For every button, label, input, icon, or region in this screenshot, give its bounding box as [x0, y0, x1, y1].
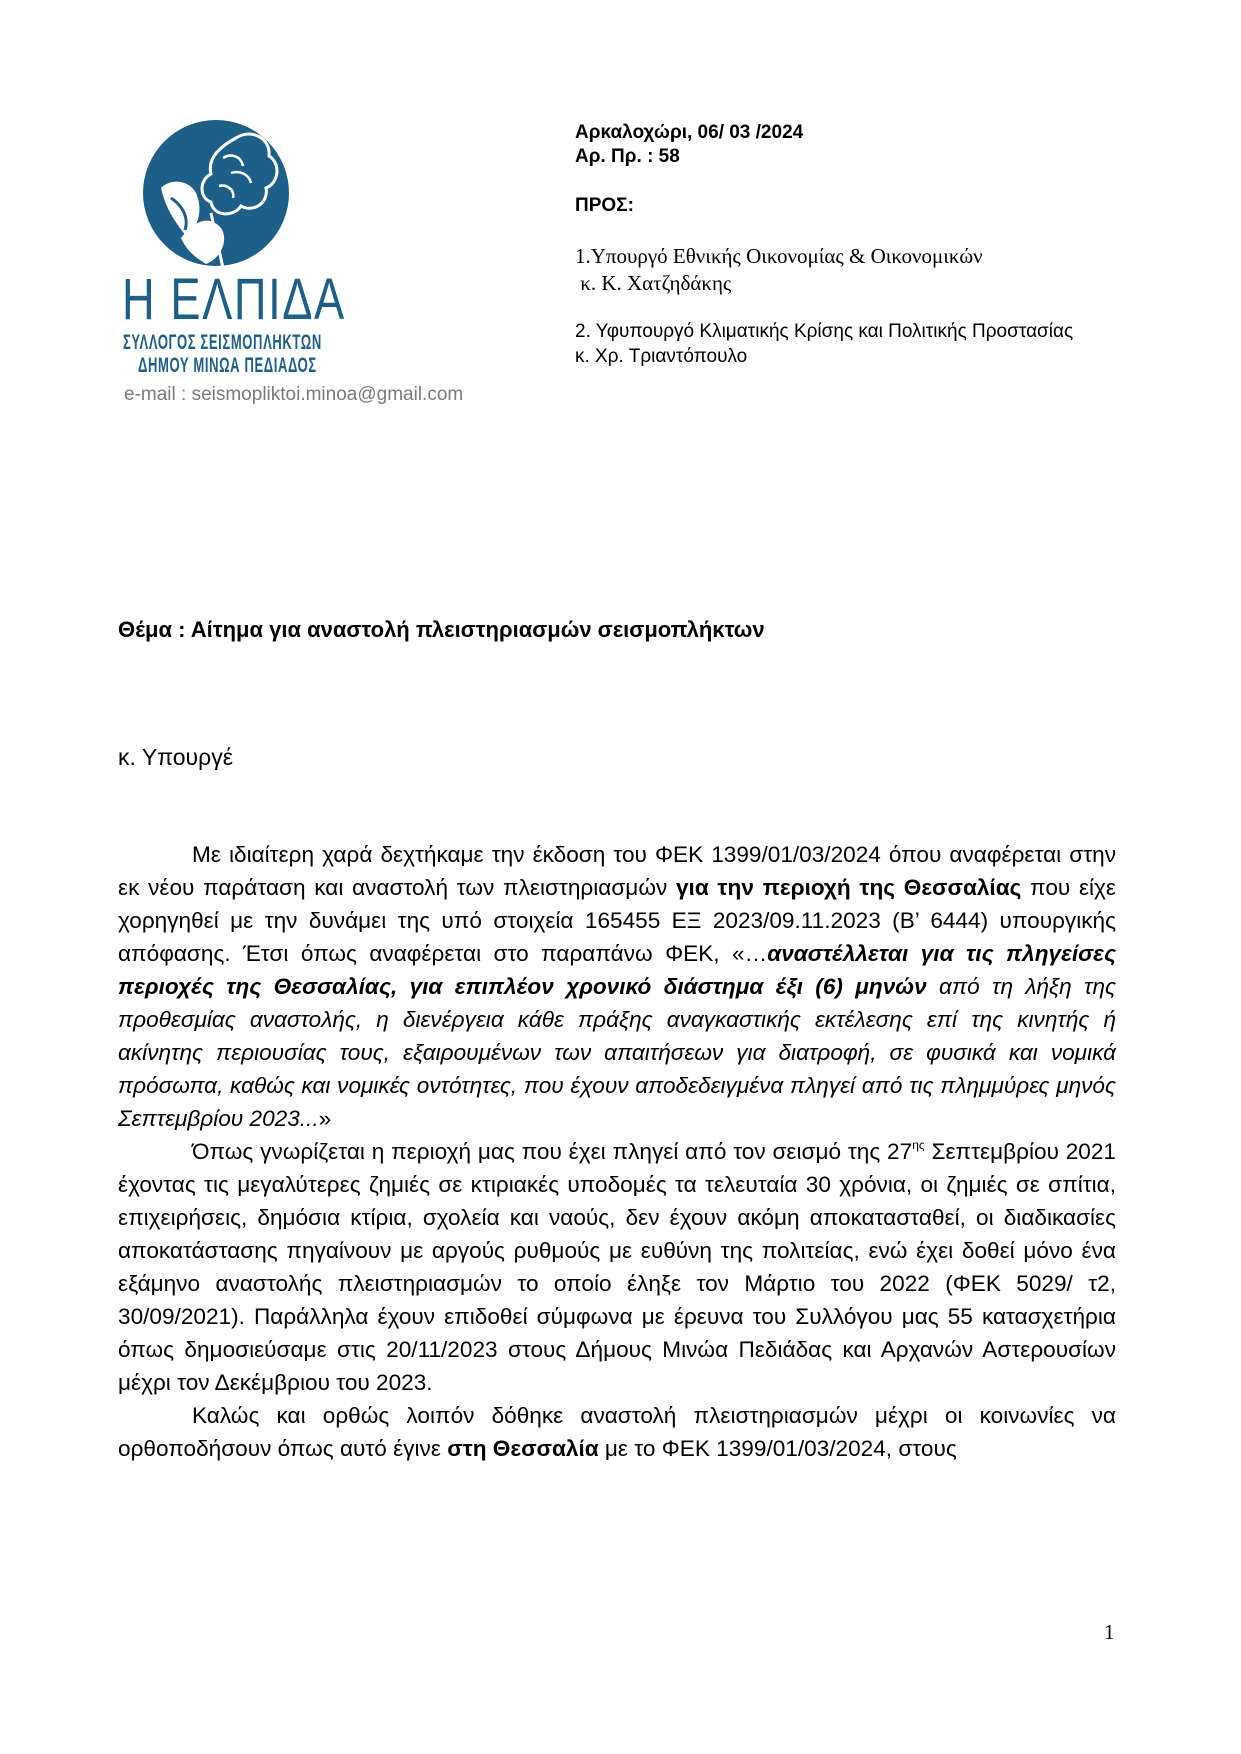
paragraph-1-text: Με ιδιαίτερη χαρά δεχτήκαμε την έκδοση του ΦΕΚ 1399/01/03/2024 όπου αναφέρεται στην εκ νέου παράταση και αναστολή των πλειστηριασμών — [118, 842, 1116, 900]
paragraph-3-bold: στη Θεσσαλία — [447, 1436, 599, 1461]
logo-subtitle-line1: ΣΥΛΛΟΓΟΣ ΣΕΙΣΜΟΠΛΗΚΤΩΝ — [123, 331, 322, 354]
flower-emblem-icon — [141, 118, 291, 268]
paragraph-1-text-2: που είχε χορηγηθεί με την δυνάμει της υπό στοιχεία 165455 ΕΞ 2023/09.11.2023 (Β’ 6444) υπουργικής απόφασης. Έτσι όπως αναφέρεται στο παραπάνω ΦΕΚ, «… — [118, 875, 1116, 966]
logo-title: Η ΕΛΠΙΔΑ — [122, 267, 346, 332]
logo-subtitle-line2: ΔΗΜΟΥ ΜΙΝΩΑ ΠΕΔΙΑΔΟΣ — [138, 354, 317, 377]
recipient-1-line-1: 1.Υπουργό Εθνικής Οικονομίας & Οικονομικών — [575, 244, 983, 268]
paragraph-2 — [118, 1135, 1116, 1399]
paragraph-1-bold: για την περιοχή της Θεσσαλίας — [675, 875, 1022, 900]
paragraph-1-bold-italic: αναστέλλεται για τις πληγείσες περιοχές της Θεσσαλίας, για επιπλέον χρονικό διάστημα έξι (6) μηνών — [118, 941, 1116, 999]
paragraph-1-italic: από τη λήξη της προθεσμίας αναστολής, η διενέργεια κάθε πράξης αναγκαστικής εκτέλεσης επί της κινητής ή ακίνητης περιουσίας τους, εξαιρουμένων των απαιτήσεων για διατροφή, σε φυσικά και νομικά πρόσωπα, καθώς και νομικές οντότητες, που έχουν αποδεδειγμένα πληγεί από τις πλημμύρες μηνός Σεπτεμβρίου 2023... — [118, 974, 1116, 1131]
paragraph-3 — [118, 1399, 1116, 1465]
paragraph-2-text: Όπως γνωρίζεται η περιοχή μας που έχει πληγεί από τον σεισμό της 27 — [192, 1139, 913, 1164]
salutation: κ. Υπουργέ — [118, 744, 233, 770]
recipient-2-line-1: 2. Υφυπουργό Κλιματικής Κρίσης και Πολιτικής Προστασίας — [575, 321, 1074, 342]
place-date: Αρκαλοχώρι, 06/ 03 /2024 — [575, 122, 804, 143]
paragraph-2-text-2: Σεπτεμβρίου 2021 έχοντας τις μεγαλύτερες ζημιές σε κτιριακές υποδομές τα τελευταία 30 χρόνια, οι ζημιές σε σπίτια, επιχειρήσεις, δημόσια κτίρια, σχολεία και ναούς, δεν έχουν ακόμη αποκατασταθεί, οι διαδικασίες αποκατάστασης πηγαίνουν με αργούς ρυθμούς με ευθύνη της πολιτείας, ενώ έχει δοθεί μόνο ένα εξάμηνο αναστολής πλειστηριασμών το οποίο έληξε τον Μάρτιο του 2022 (ΦΕΚ 5029/ τ2, 30/09/2021). Παράλληλα έχουν επιδοθεί σύμφωνα με έρευνα του Συλλόγου μας 55 κατασχετήρια όπως δημοσιεύσαμε στις 20/11/2023 στους Δήμους Μινώα Πεδιάδας και Αρχανών Αστερουσίων μέχρι τον Δεκέμβριου του 2023. — [118, 1139, 1117, 1395]
organization-logo — [118, 118, 346, 388]
paragraph-3-text-2: με το ΦΕΚ 1399/01/03/2024, στους — [598, 1436, 957, 1461]
to-label: ΠΡΟΣ: — [575, 195, 634, 216]
paragraph-2-superscript: ης — [912, 1138, 925, 1152]
recipient-2-line-2: κ. Χρ. Τριαντόπουλο — [575, 346, 748, 367]
paragraph-1-close-quote: » — [318, 1106, 332, 1131]
page-number: 1 — [1104, 1620, 1115, 1644]
letter-body — [118, 838, 1116, 1465]
subject-line: Θέμα : Αίτημα για αναστολή πλειστηριασμών σεισμοπλήκτων — [118, 617, 765, 642]
paragraph-3-text: Καλώς και ορθώς λοιπόν δόθηκε αναστολή πλειστηριασμών μέχρι οι κοινωνίες να ορθοποδήσουν όπως αυτό έγινε — [118, 1403, 1116, 1461]
recipient-1-line-2: κ. Κ. Χατζηδάκης — [575, 271, 732, 295]
contact-email: e-mail : seismopliktoi.minoa@gmail.com — [124, 384, 464, 405]
protocol-number: Αρ. Πρ. : 58 — [575, 146, 680, 167]
paragraph-1 — [118, 838, 1116, 1135]
